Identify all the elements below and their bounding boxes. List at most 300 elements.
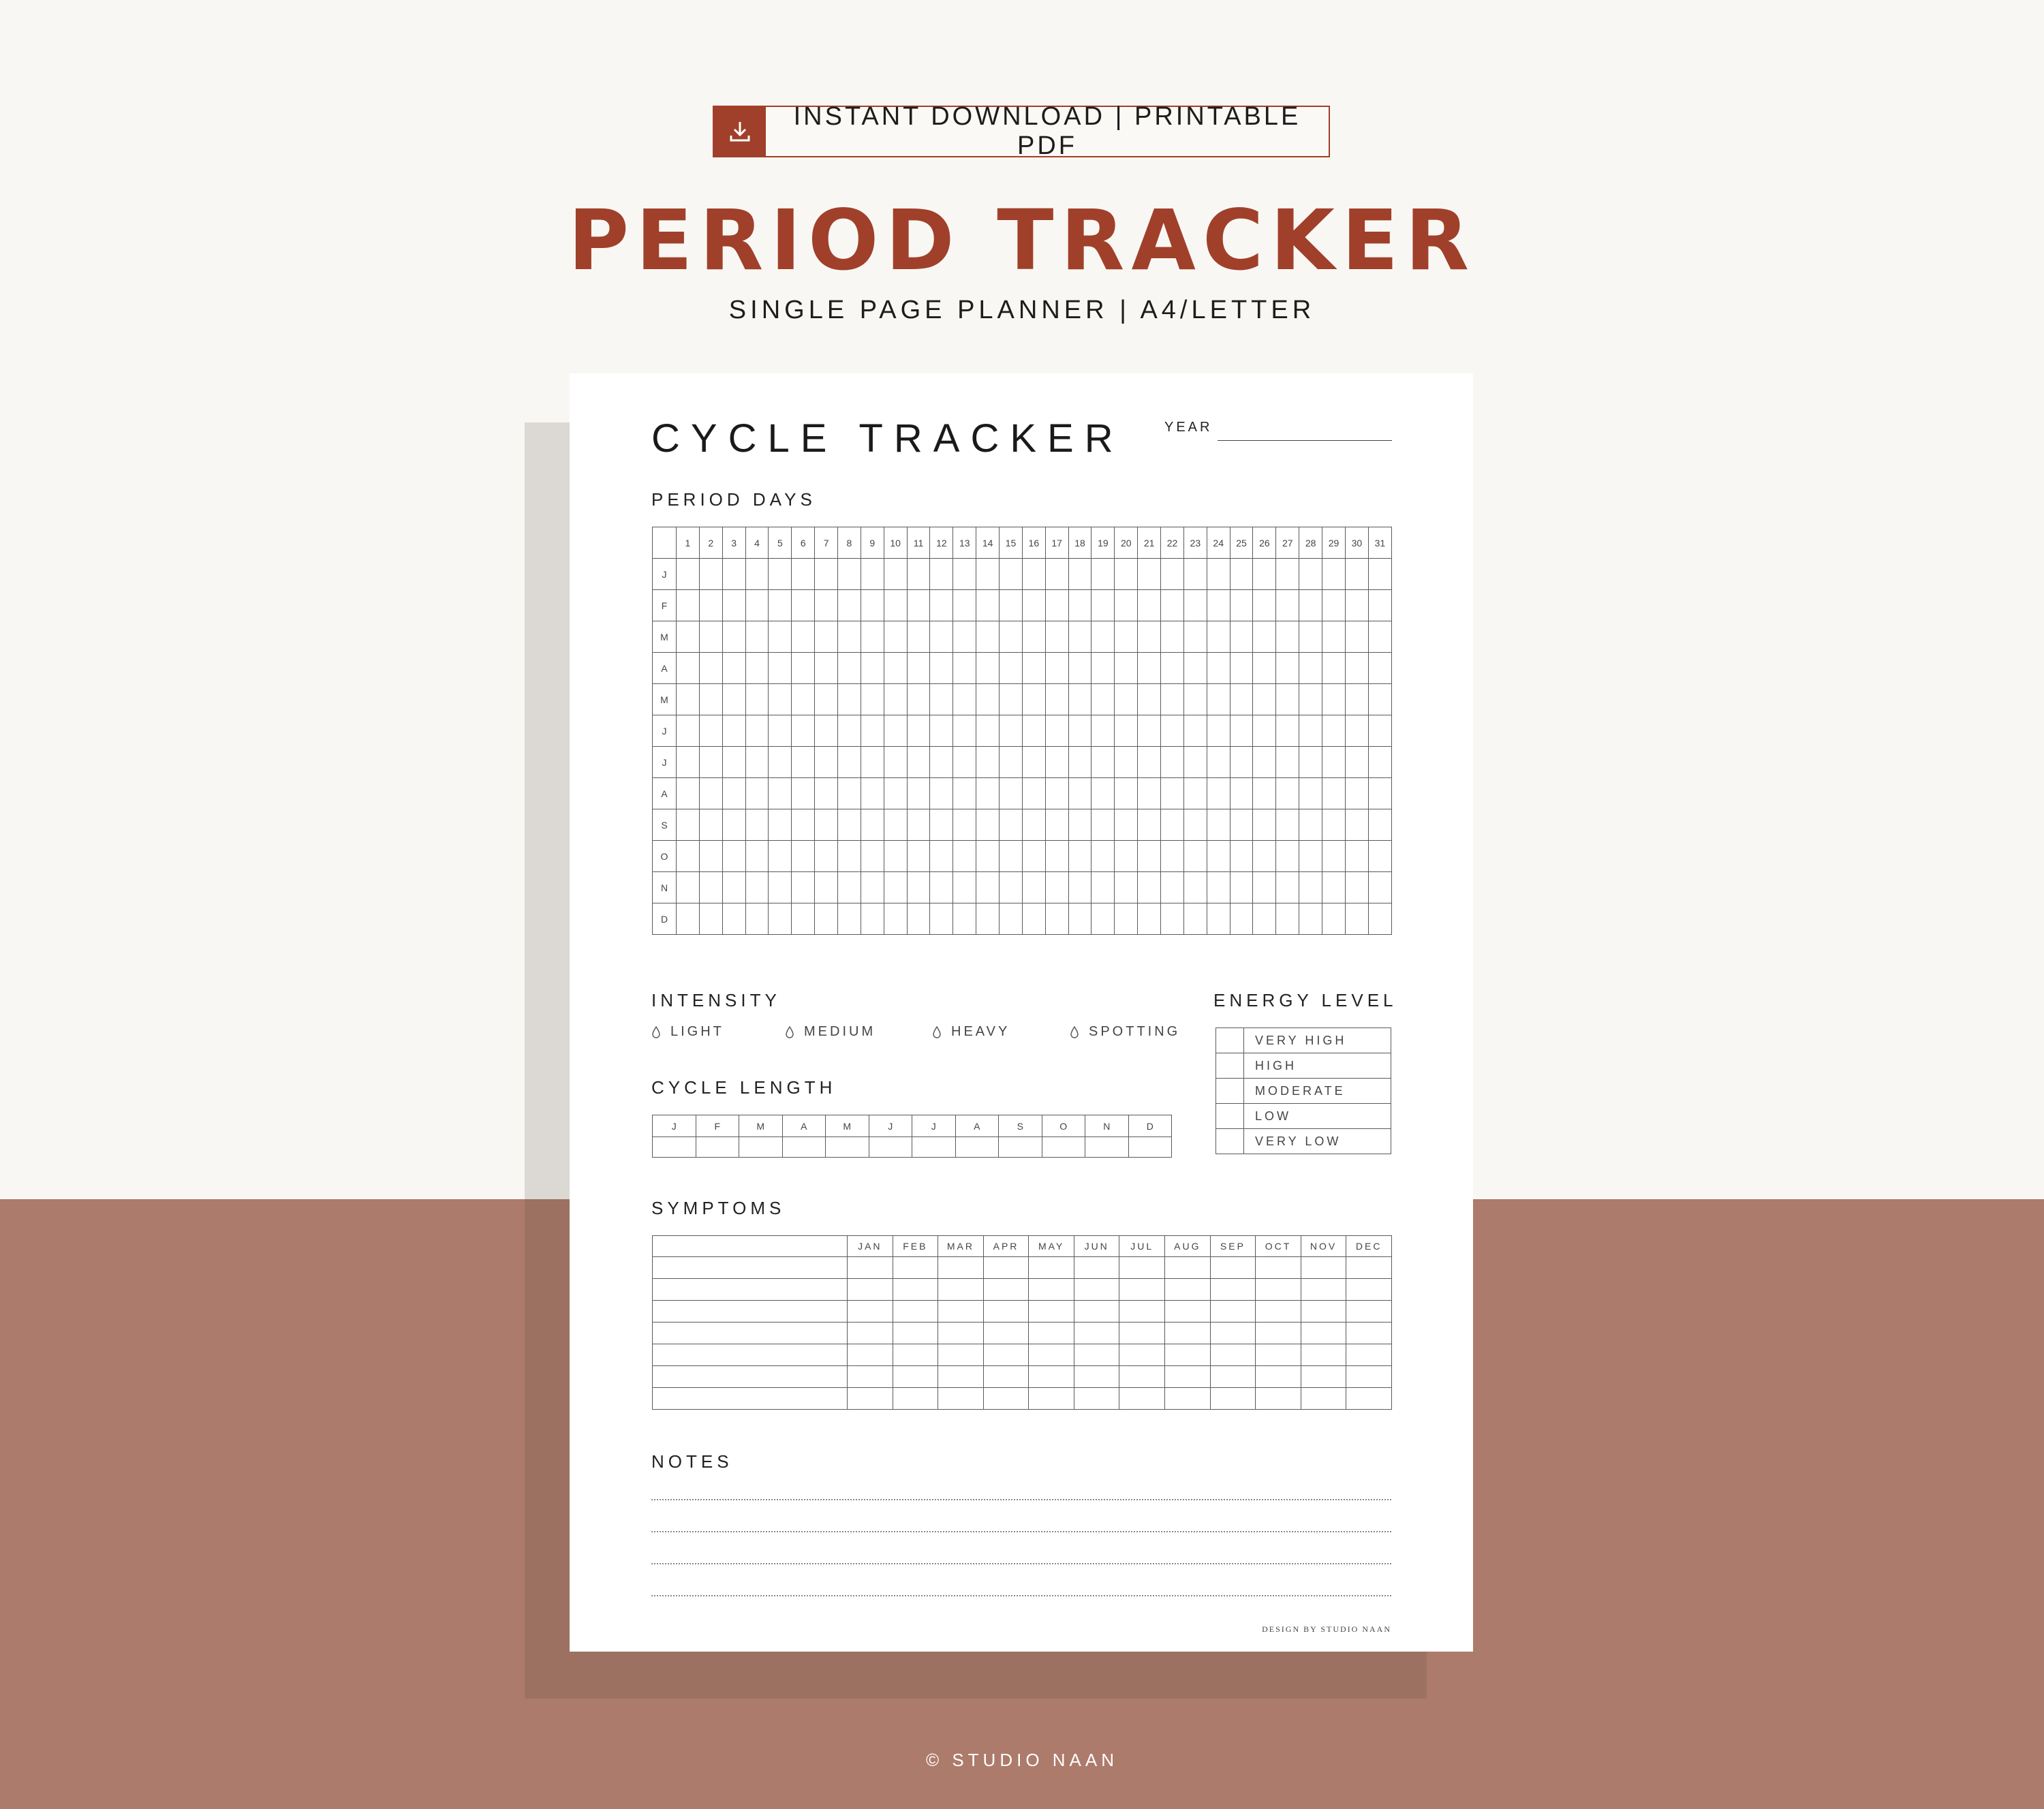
- symptom-cell[interactable]: [1256, 1388, 1301, 1410]
- symptom-cell[interactable]: [1029, 1323, 1074, 1344]
- day-cell[interactable]: [1253, 747, 1276, 778]
- day-cell[interactable]: [1161, 872, 1184, 903]
- day-cell[interactable]: [1045, 872, 1068, 903]
- energy-check-cell[interactable]: [1216, 1079, 1244, 1104]
- day-cell[interactable]: [861, 559, 884, 590]
- day-cell[interactable]: [1022, 903, 1045, 935]
- day-cell[interactable]: [1207, 809, 1230, 841]
- day-cell[interactable]: [1368, 715, 1391, 747]
- symptom-cell[interactable]: [1165, 1366, 1211, 1388]
- symptom-cell[interactable]: [938, 1279, 984, 1301]
- day-cell[interactable]: [815, 684, 838, 715]
- day-cell[interactable]: [1207, 903, 1230, 935]
- day-cell[interactable]: [1045, 809, 1068, 841]
- day-cell[interactable]: [1253, 684, 1276, 715]
- day-cell[interactable]: [677, 621, 700, 653]
- cycle-length-cell[interactable]: [1042, 1137, 1085, 1158]
- day-cell[interactable]: [1253, 621, 1276, 653]
- day-cell[interactable]: [1022, 715, 1045, 747]
- day-cell[interactable]: [953, 841, 976, 872]
- day-cell[interactable]: [1183, 621, 1207, 653]
- day-cell[interactable]: [1299, 809, 1322, 841]
- day-cell[interactable]: [1022, 590, 1045, 621]
- day-cell[interactable]: [1068, 809, 1091, 841]
- day-cell[interactable]: [699, 841, 722, 872]
- symptom-cell[interactable]: [893, 1388, 938, 1410]
- day-cell[interactable]: [1322, 653, 1346, 684]
- day-cell[interactable]: [976, 559, 1000, 590]
- symptom-cell[interactable]: [1165, 1344, 1211, 1366]
- symptom-cell[interactable]: [1210, 1279, 1256, 1301]
- day-cell[interactable]: [1138, 684, 1161, 715]
- day-cell[interactable]: [1299, 653, 1322, 684]
- symptom-cell[interactable]: [1029, 1257, 1074, 1279]
- day-cell[interactable]: [1345, 841, 1368, 872]
- day-cell[interactable]: [1091, 590, 1115, 621]
- energy-check-cell[interactable]: [1216, 1129, 1244, 1154]
- day-cell[interactable]: [838, 747, 861, 778]
- day-cell[interactable]: [1091, 653, 1115, 684]
- day-cell[interactable]: [677, 590, 700, 621]
- day-cell[interactable]: [792, 559, 815, 590]
- day-cell[interactable]: [1091, 559, 1115, 590]
- day-cell[interactable]: [838, 590, 861, 621]
- day-cell[interactable]: [769, 715, 792, 747]
- day-cell[interactable]: [1161, 684, 1184, 715]
- day-cell[interactable]: [1022, 684, 1045, 715]
- day-cell[interactable]: [677, 747, 700, 778]
- day-cell[interactable]: [1045, 747, 1068, 778]
- day-cell[interactable]: [745, 778, 769, 809]
- symptom-cell[interactable]: [1119, 1366, 1165, 1388]
- day-cell[interactable]: [861, 841, 884, 872]
- day-cell[interactable]: [1000, 590, 1023, 621]
- symptom-name-cell[interactable]: [653, 1257, 848, 1279]
- day-cell[interactable]: [1022, 841, 1045, 872]
- day-cell[interactable]: [792, 778, 815, 809]
- day-cell[interactable]: [815, 872, 838, 903]
- day-cell[interactable]: [769, 841, 792, 872]
- day-cell[interactable]: [1022, 747, 1045, 778]
- day-cell[interactable]: [884, 841, 907, 872]
- day-cell[interactable]: [907, 872, 930, 903]
- day-cell[interactable]: [1183, 590, 1207, 621]
- day-cell[interactable]: [1115, 684, 1138, 715]
- day-cell[interactable]: [699, 747, 722, 778]
- day-cell[interactable]: [1068, 590, 1091, 621]
- day-cell[interactable]: [861, 653, 884, 684]
- day-cell[interactable]: [907, 590, 930, 621]
- day-cell[interactable]: [1091, 872, 1115, 903]
- symptom-cell[interactable]: [983, 1344, 1029, 1366]
- day-cell[interactable]: [1138, 809, 1161, 841]
- day-cell[interactable]: [1345, 903, 1368, 935]
- day-cell[interactable]: [1045, 778, 1068, 809]
- day-cell[interactable]: [1068, 621, 1091, 653]
- day-cell[interactable]: [1045, 715, 1068, 747]
- day-cell[interactable]: [792, 715, 815, 747]
- symptom-cell[interactable]: [1256, 1257, 1301, 1279]
- day-cell[interactable]: [1000, 621, 1023, 653]
- symptom-cell[interactable]: [1256, 1366, 1301, 1388]
- day-cell[interactable]: [1276, 559, 1299, 590]
- day-cell[interactable]: [907, 841, 930, 872]
- day-cell[interactable]: [838, 778, 861, 809]
- day-cell[interactable]: [792, 841, 815, 872]
- symptom-cell[interactable]: [1210, 1388, 1256, 1410]
- day-cell[interactable]: [930, 621, 953, 653]
- day-cell[interactable]: [1138, 747, 1161, 778]
- symptom-cell[interactable]: [1301, 1279, 1346, 1301]
- day-cell[interactable]: [1368, 684, 1391, 715]
- symptom-name-cell[interactable]: [653, 1366, 848, 1388]
- day-cell[interactable]: [1230, 809, 1253, 841]
- day-cell[interactable]: [792, 621, 815, 653]
- symptom-cell[interactable]: [848, 1388, 893, 1410]
- symptom-cell[interactable]: [1346, 1323, 1392, 1344]
- day-cell[interactable]: [1322, 684, 1346, 715]
- symptom-cell[interactable]: [1074, 1279, 1119, 1301]
- symptom-cell[interactable]: [1346, 1344, 1392, 1366]
- symptom-cell[interactable]: [1165, 1279, 1211, 1301]
- day-cell[interactable]: [722, 653, 745, 684]
- symptom-cell[interactable]: [1346, 1279, 1392, 1301]
- day-cell[interactable]: [1230, 903, 1253, 935]
- symptom-name-cell[interactable]: [653, 1301, 848, 1323]
- day-cell[interactable]: [677, 715, 700, 747]
- day-cell[interactable]: [953, 621, 976, 653]
- day-cell[interactable]: [930, 653, 953, 684]
- day-cell[interactable]: [1045, 684, 1068, 715]
- day-cell[interactable]: [699, 715, 722, 747]
- symptom-cell[interactable]: [983, 1366, 1029, 1388]
- day-cell[interactable]: [907, 809, 930, 841]
- day-cell[interactable]: [745, 841, 769, 872]
- day-cell[interactable]: [1322, 903, 1346, 935]
- day-cell[interactable]: [1207, 559, 1230, 590]
- day-cell[interactable]: [699, 903, 722, 935]
- day-cell[interactable]: [1091, 841, 1115, 872]
- day-cell[interactable]: [861, 590, 884, 621]
- day-cell[interactable]: [1183, 559, 1207, 590]
- energy-check-cell[interactable]: [1216, 1104, 1244, 1129]
- symptom-cell[interactable]: [1256, 1323, 1301, 1344]
- day-cell[interactable]: [1161, 809, 1184, 841]
- day-cell[interactable]: [1000, 653, 1023, 684]
- symptom-name-cell[interactable]: [653, 1344, 848, 1366]
- symptom-cell[interactable]: [938, 1257, 984, 1279]
- cycle-length-cell[interactable]: [999, 1137, 1042, 1158]
- day-cell[interactable]: [792, 653, 815, 684]
- day-cell[interactable]: [1299, 778, 1322, 809]
- cycle-length-cell[interactable]: [955, 1137, 999, 1158]
- cycle-length-cell[interactable]: [653, 1137, 696, 1158]
- day-cell[interactable]: [1368, 621, 1391, 653]
- symptom-cell[interactable]: [848, 1301, 893, 1323]
- day-cell[interactable]: [930, 872, 953, 903]
- day-cell[interactable]: [769, 903, 792, 935]
- day-cell[interactable]: [1345, 715, 1368, 747]
- day-cell[interactable]: [1091, 747, 1115, 778]
- symptom-cell[interactable]: [1074, 1257, 1119, 1279]
- day-cell[interactable]: [1299, 841, 1322, 872]
- symptom-cell[interactable]: [1074, 1323, 1119, 1344]
- day-cell[interactable]: [1183, 684, 1207, 715]
- day-cell[interactable]: [815, 653, 838, 684]
- day-cell[interactable]: [699, 872, 722, 903]
- day-cell[interactable]: [1322, 778, 1346, 809]
- day-cell[interactable]: [1230, 559, 1253, 590]
- day-cell[interactable]: [769, 747, 792, 778]
- day-cell[interactable]: [930, 747, 953, 778]
- day-cell[interactable]: [1138, 715, 1161, 747]
- symptom-cell[interactable]: [893, 1366, 938, 1388]
- day-cell[interactable]: [838, 684, 861, 715]
- day-cell[interactable]: [930, 559, 953, 590]
- day-cell[interactable]: [792, 809, 815, 841]
- day-cell[interactable]: [1207, 621, 1230, 653]
- day-cell[interactable]: [976, 715, 1000, 747]
- day-cell[interactable]: [769, 590, 792, 621]
- day-cell[interactable]: [677, 903, 700, 935]
- symptom-cell[interactable]: [1210, 1366, 1256, 1388]
- day-cell[interactable]: [722, 715, 745, 747]
- day-cell[interactable]: [745, 653, 769, 684]
- day-cell[interactable]: [953, 778, 976, 809]
- symptom-cell[interactable]: [1029, 1366, 1074, 1388]
- day-cell[interactable]: [907, 653, 930, 684]
- symptom-cell[interactable]: [1165, 1323, 1211, 1344]
- cycle-length-cell[interactable]: [739, 1137, 783, 1158]
- day-cell[interactable]: [1022, 872, 1045, 903]
- day-cell[interactable]: [1161, 621, 1184, 653]
- day-cell[interactable]: [1045, 653, 1068, 684]
- symptom-cell[interactable]: [848, 1323, 893, 1344]
- day-cell[interactable]: [1138, 872, 1161, 903]
- day-cell[interactable]: [907, 715, 930, 747]
- day-cell[interactable]: [1022, 621, 1045, 653]
- day-cell[interactable]: [1322, 747, 1346, 778]
- day-cell[interactable]: [953, 872, 976, 903]
- symptom-cell[interactable]: [1074, 1366, 1119, 1388]
- day-cell[interactable]: [1322, 559, 1346, 590]
- day-cell[interactable]: [792, 684, 815, 715]
- day-cell[interactable]: [722, 841, 745, 872]
- day-cell[interactable]: [1091, 809, 1115, 841]
- day-cell[interactable]: [1138, 903, 1161, 935]
- day-cell[interactable]: [1253, 653, 1276, 684]
- day-cell[interactable]: [722, 809, 745, 841]
- symptom-cell[interactable]: [1074, 1388, 1119, 1410]
- day-cell[interactable]: [1068, 715, 1091, 747]
- day-cell[interactable]: [1299, 872, 1322, 903]
- day-cell[interactable]: [677, 872, 700, 903]
- day-cell[interactable]: [1161, 715, 1184, 747]
- day-cell[interactable]: [907, 778, 930, 809]
- symptom-cell[interactable]: [1029, 1279, 1074, 1301]
- day-cell[interactable]: [1368, 559, 1391, 590]
- day-cell[interactable]: [1322, 872, 1346, 903]
- day-cell[interactable]: [699, 653, 722, 684]
- symptom-cell[interactable]: [1119, 1279, 1165, 1301]
- symptom-cell[interactable]: [1119, 1323, 1165, 1344]
- day-cell[interactable]: [745, 590, 769, 621]
- day-cell[interactable]: [976, 841, 1000, 872]
- day-cell[interactable]: [1091, 715, 1115, 747]
- day-cell[interactable]: [745, 559, 769, 590]
- day-cell[interactable]: [1299, 590, 1322, 621]
- day-cell[interactable]: [769, 809, 792, 841]
- day-cell[interactable]: [677, 684, 700, 715]
- day-cell[interactable]: [1183, 903, 1207, 935]
- symptom-name-cell[interactable]: [653, 1323, 848, 1344]
- symptom-cell[interactable]: [848, 1257, 893, 1279]
- cycle-length-cell[interactable]: [696, 1137, 739, 1158]
- symptom-cell[interactable]: [1029, 1388, 1074, 1410]
- day-cell[interactable]: [861, 903, 884, 935]
- day-cell[interactable]: [1115, 747, 1138, 778]
- day-cell[interactable]: [953, 684, 976, 715]
- day-cell[interactable]: [769, 559, 792, 590]
- day-cell[interactable]: [1230, 841, 1253, 872]
- day-cell[interactable]: [1183, 747, 1207, 778]
- day-cell[interactable]: [930, 809, 953, 841]
- cycle-length-cell[interactable]: [782, 1137, 826, 1158]
- day-cell[interactable]: [1299, 747, 1322, 778]
- day-cell[interactable]: [976, 621, 1000, 653]
- day-cell[interactable]: [976, 872, 1000, 903]
- symptom-cell[interactable]: [1301, 1301, 1346, 1323]
- day-cell[interactable]: [745, 903, 769, 935]
- day-cell[interactable]: [953, 590, 976, 621]
- day-cell[interactable]: [792, 747, 815, 778]
- day-cell[interactable]: [1138, 559, 1161, 590]
- symptom-cell[interactable]: [1210, 1301, 1256, 1323]
- day-cell[interactable]: [1183, 715, 1207, 747]
- symptom-cell[interactable]: [1346, 1257, 1392, 1279]
- day-cell[interactable]: [884, 590, 907, 621]
- day-cell[interactable]: [1000, 778, 1023, 809]
- symptom-cell[interactable]: [848, 1344, 893, 1366]
- symptom-cell[interactable]: [1210, 1344, 1256, 1366]
- day-cell[interactable]: [1161, 778, 1184, 809]
- day-cell[interactable]: [838, 621, 861, 653]
- day-cell[interactable]: [699, 559, 722, 590]
- day-cell[interactable]: [1138, 778, 1161, 809]
- day-cell[interactable]: [1183, 872, 1207, 903]
- day-cell[interactable]: [815, 841, 838, 872]
- day-cell[interactable]: [1253, 872, 1276, 903]
- symptom-cell[interactable]: [1210, 1323, 1256, 1344]
- symptom-cell[interactable]: [1301, 1366, 1346, 1388]
- symptom-cell[interactable]: [1256, 1344, 1301, 1366]
- day-cell[interactable]: [1000, 684, 1023, 715]
- day-cell[interactable]: [884, 715, 907, 747]
- day-cell[interactable]: [884, 778, 907, 809]
- day-cell[interactable]: [1161, 653, 1184, 684]
- day-cell[interactable]: [722, 872, 745, 903]
- day-cell[interactable]: [815, 590, 838, 621]
- day-cell[interactable]: [1000, 841, 1023, 872]
- cycle-length-cell[interactable]: [1128, 1137, 1172, 1158]
- day-cell[interactable]: [1345, 809, 1368, 841]
- day-cell[interactable]: [1068, 903, 1091, 935]
- day-cell[interactable]: [1207, 715, 1230, 747]
- day-cell[interactable]: [1138, 621, 1161, 653]
- symptom-cell[interactable]: [1301, 1323, 1346, 1344]
- day-cell[interactable]: [1322, 590, 1346, 621]
- symptom-cell[interactable]: [983, 1257, 1029, 1279]
- symptom-cell[interactable]: [1346, 1301, 1392, 1323]
- day-cell[interactable]: [722, 590, 745, 621]
- day-cell[interactable]: [1115, 778, 1138, 809]
- day-cell[interactable]: [677, 778, 700, 809]
- day-cell[interactable]: [1368, 590, 1391, 621]
- day-cell[interactable]: [953, 747, 976, 778]
- day-cell[interactable]: [1345, 684, 1368, 715]
- day-cell[interactable]: [1000, 747, 1023, 778]
- symptom-cell[interactable]: [893, 1323, 938, 1344]
- day-cell[interactable]: [976, 590, 1000, 621]
- day-cell[interactable]: [861, 684, 884, 715]
- symptom-cell[interactable]: [1119, 1301, 1165, 1323]
- day-cell[interactable]: [976, 653, 1000, 684]
- day-cell[interactable]: [1230, 872, 1253, 903]
- symptom-cell[interactable]: [1074, 1344, 1119, 1366]
- day-cell[interactable]: [1207, 747, 1230, 778]
- symptom-cell[interactable]: [1029, 1344, 1074, 1366]
- day-cell[interactable]: [1345, 559, 1368, 590]
- day-cell[interactable]: [769, 872, 792, 903]
- day-cell[interactable]: [884, 684, 907, 715]
- symptom-cell[interactable]: [1119, 1257, 1165, 1279]
- day-cell[interactable]: [1022, 809, 1045, 841]
- day-cell[interactable]: [1091, 778, 1115, 809]
- day-cell[interactable]: [953, 559, 976, 590]
- symptom-cell[interactable]: [1210, 1257, 1256, 1279]
- day-cell[interactable]: [677, 653, 700, 684]
- day-cell[interactable]: [722, 903, 745, 935]
- day-cell[interactable]: [1368, 747, 1391, 778]
- day-cell[interactable]: [930, 903, 953, 935]
- day-cell[interactable]: [1368, 778, 1391, 809]
- symptom-cell[interactable]: [893, 1301, 938, 1323]
- day-cell[interactable]: [1276, 621, 1299, 653]
- day-cell[interactable]: [1253, 841, 1276, 872]
- day-cell[interactable]: [769, 684, 792, 715]
- day-cell[interactable]: [815, 903, 838, 935]
- day-cell[interactable]: [930, 841, 953, 872]
- day-cell[interactable]: [1183, 809, 1207, 841]
- day-cell[interactable]: [1230, 653, 1253, 684]
- symptom-cell[interactable]: [1165, 1301, 1211, 1323]
- day-cell[interactable]: [1183, 653, 1207, 684]
- day-cell[interactable]: [838, 903, 861, 935]
- day-cell[interactable]: [1276, 872, 1299, 903]
- day-cell[interactable]: [1207, 590, 1230, 621]
- day-cell[interactable]: [1045, 903, 1068, 935]
- day-cell[interactable]: [1368, 872, 1391, 903]
- day-cell[interactable]: [884, 903, 907, 935]
- day-cell[interactable]: [745, 621, 769, 653]
- day-cell[interactable]: [1022, 559, 1045, 590]
- day-cell[interactable]: [861, 621, 884, 653]
- day-cell[interactable]: [677, 809, 700, 841]
- day-cell[interactable]: [930, 778, 953, 809]
- symptom-cell[interactable]: [1165, 1257, 1211, 1279]
- cycle-length-cell[interactable]: [912, 1137, 956, 1158]
- day-cell[interactable]: [1045, 621, 1068, 653]
